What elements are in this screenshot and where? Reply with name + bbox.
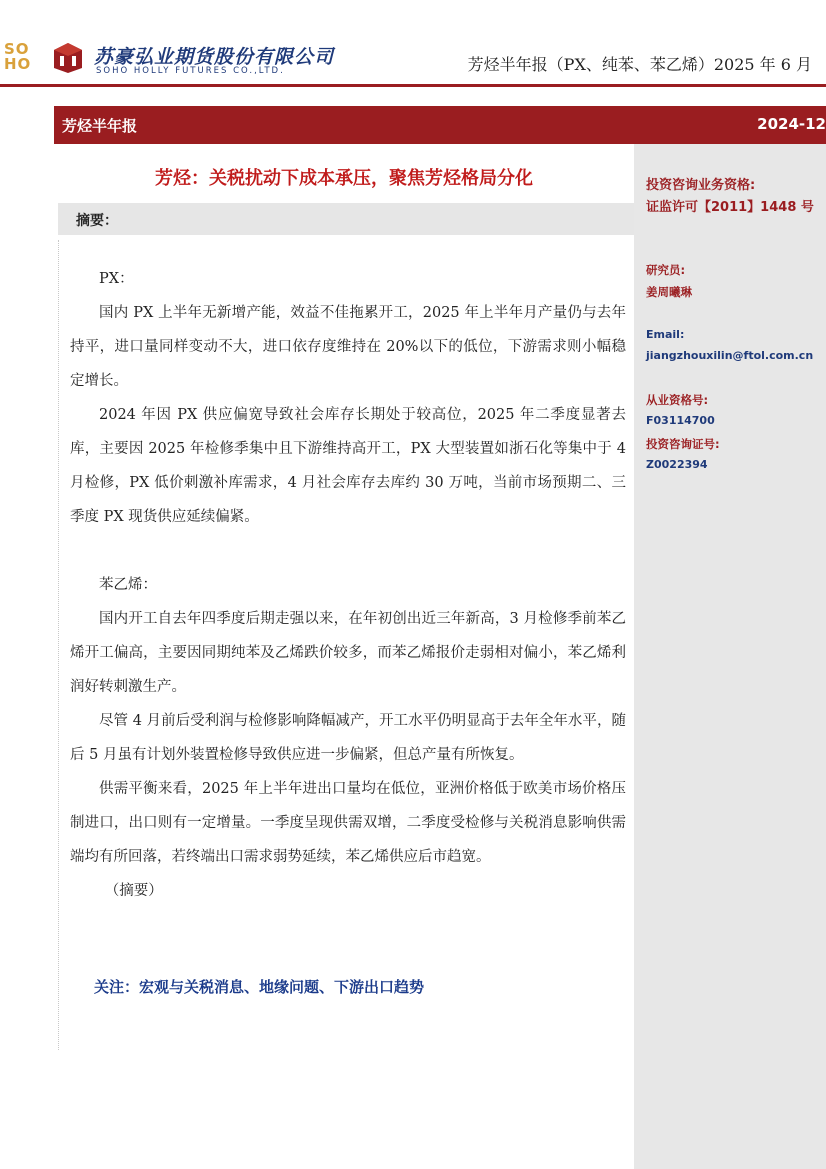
main-title: 芳烃：关税扰动下成本承压，聚焦芳烃格局分化 xyxy=(155,168,533,189)
company-name-en: SOHO HOLLY FUTURES CO.,LTD. xyxy=(96,66,285,76)
qualification-label: 投资咨询业务资格: xyxy=(646,178,756,193)
consult-license-label: 投资咨询证号: xyxy=(646,437,720,451)
abstract-label: 摘要： xyxy=(76,213,118,229)
consult-license-value: Z0022394 xyxy=(646,458,708,471)
company-name-cn: 苏豪弘业期货股份有限公司 xyxy=(94,46,335,68)
practice-license-label: 从业资格号: xyxy=(646,393,709,407)
sidebar xyxy=(634,144,826,1169)
holly-logo-icon xyxy=(50,40,86,74)
content-rule xyxy=(58,240,59,1050)
researcher-label: 研究员: xyxy=(646,263,686,277)
abstract-bar xyxy=(58,203,634,235)
px-paragraph-1: 国内 PX 上半年无新增产能，效益不佳拖累开工，2025 年上半年月产量仍与去年持平，进口量同样变动不大，进口依存度维持在 20%以下的低位，下游需求则小幅稳定增长。 xyxy=(70,305,626,389)
email-label: Email: xyxy=(646,328,685,341)
spacer xyxy=(70,534,626,568)
report-title: 芳烃半年报（PX、纯苯、苯乙烯）2025 年 6 月 xyxy=(467,55,812,74)
abstract-note: （摘要） xyxy=(104,883,163,899)
px-paragraph-2: 2024 年因 PX 供应偏宽导致社会库存长期处于较高位，2025 年二季度显著去库，主要因 2025 年检修季集中且下游维持高开工，PX 大型装置如浙石化等集中于 4 月检修，PX 低价刺激补库需求，4 月社会库存去库约 30 万吨，当前市场预期二、三季度 PX 现货供应延续偏紧。 xyxy=(70,407,626,525)
practice-license-value: F03114700 xyxy=(646,414,715,427)
qualification-value: 证监许可【2011】1448 号 xyxy=(646,200,814,215)
researcher-name: 姜周曦琳 xyxy=(646,285,692,299)
band-title: 芳烃半年报 xyxy=(62,117,138,135)
px-heading: PX： xyxy=(99,271,134,287)
styrene-paragraph-3: 供需平衡来看，2025 年上半年进出口量均在低位，亚洲价格低于欧美市场价格压制进口，出口则有一定增量。一季度呈现供需双增，二季度受检修与关税消息影响供需端均有所回落，若终端出口需求弱势延续，苯乙烯供应后市趋宽。 xyxy=(70,781,626,865)
abstract-body xyxy=(70,262,626,908)
header-divider xyxy=(0,84,826,87)
soho-logo: SO HO xyxy=(4,40,32,73)
styrene-heading: 苯乙烯： xyxy=(99,577,157,593)
section-band xyxy=(54,106,826,144)
page-header xyxy=(0,0,826,90)
styrene-paragraph-2: 尽管 4 月前后受利润与检修影响降幅减产，开工水平仍明显高于去年全年水平，随后 5 月虽有计划外装置检修导致供应进一步偏紧，但总产量有所恢复。 xyxy=(70,713,626,763)
styrene-paragraph-1: 国内开工自去年四季度后期走强以来，在年初创出近三年新高，3 月检修季前苯乙烯开工偏高，主要因同期纯苯及乙烯跌价较多，而苯乙烯报价走弱相对偏小，苯乙烯利润好转刺激生产。 xyxy=(70,611,626,695)
band-date: 2024-12 xyxy=(757,115,826,133)
focus-line: 关注：宏观与关税消息、地缘问题、下游出口趋势 xyxy=(94,978,425,996)
email-value[interactable]: jiangzhouxilin@ftol.com.cn xyxy=(646,349,814,362)
